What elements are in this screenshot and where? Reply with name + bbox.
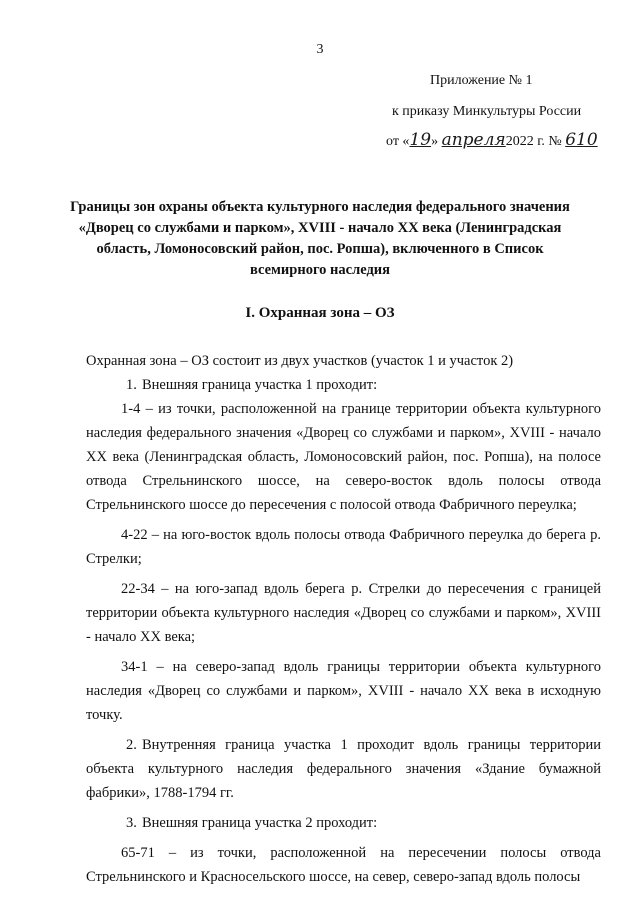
date-year: 2022 г. № [505, 134, 566, 149]
date-mid: » [431, 134, 442, 149]
paragraph-2-text: Внутренняя граница участка 1 проходит вдоль границы территории объекта культурного наследия федерального значения «Здание бумажной фабрики», 1788-1794 гг. [86, 737, 601, 801]
date-day-handwritten: 19 [409, 130, 432, 150]
intro-paragraph: Охранная зона – ОЗ состоит из двух участков (участок 1 и участок 2) [86, 353, 514, 369]
paragraph-2-number: 2. [126, 737, 137, 753]
document-body [86, 349, 601, 889]
paragraph-1 [86, 373, 601, 397]
segment-4-22: 4-22 – на юго-восток вдоль полосы отвода Фабричного переулка до берега р. Стрелки; [86, 527, 601, 567]
date-prefix: от « [386, 134, 410, 149]
date-month-handwritten: апреля [441, 130, 506, 150]
order-reference: к приказу Минкультуры России [392, 104, 582, 119]
page-number: 3 [316, 42, 324, 57]
segment-1-4: 1-4 – из точки, расположенной на границе территории объекта культурного наследия федерального значения «Дворец со службами и парком», XVIII - начало XX века (Ленинградская область, Ломоносовский район, пос. Ропша), на полосе отвода Стрельнинского шоссе, на северо-восток вдоль полосы отвода Стрельнинского шоссе до пересечения с полосой отвода Фабричного переулка; [86, 401, 601, 513]
order-number-handwritten: 610 [565, 130, 598, 150]
paragraph-1-text: Внешняя граница участка 1 проходит: [142, 377, 378, 393]
document-title: Границы зон охраны объекта культурного наследия федерального значения «Дворец со службами и парком», XVIII - начало XX века (Ленинградская область, Ломоносовский район, пос. Ропша), включенного в Список всемирного наследия [70, 199, 570, 278]
segment-34-1: 34-1 – на северо-запад вдоль границы территории объекта культурного наследия «Дворец со службами и парком», XVIII - начало XX века в исходную точку. [86, 659, 601, 723]
order-date-line [386, 130, 598, 150]
paragraph-2 [86, 733, 601, 805]
segment-65-71: 65-71 – из точки, расположенной на пересечении полосы отвода Стрельнинского и Красносельского шоссе, на север, северо-запад вдоль полосы [86, 845, 601, 885]
paragraph-3 [86, 811, 601, 835]
segment-22-34: 22-34 – на юго-запад вдоль берега р. Стрелки до пересечения с границей территории объекта культурного наследия «Дворец со службами и парком», XVIII - начало XX века; [86, 581, 601, 645]
section-heading: I. Охранная зона – ОЗ [245, 305, 395, 321]
appendix-label: Приложение № 1 [430, 73, 533, 88]
paragraph-3-number: 3. [126, 815, 137, 831]
paragraph-3-text: Внешняя граница участка 2 проходит: [142, 815, 378, 831]
paragraph-1-number: 1. [126, 377, 137, 393]
